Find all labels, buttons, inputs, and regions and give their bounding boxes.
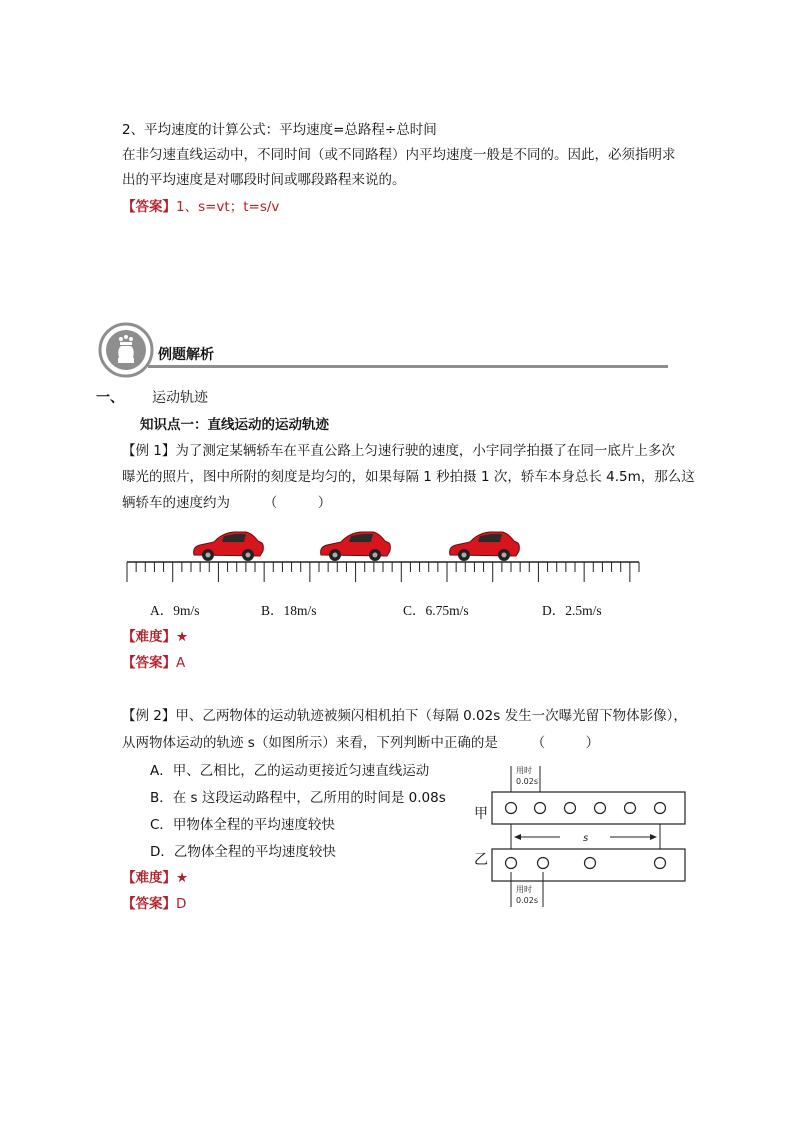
answer-text: 1、s=vt；t=s/v bbox=[176, 199, 280, 215]
example1-label: 【例 1】 bbox=[122, 443, 176, 459]
s-label: s bbox=[583, 833, 589, 844]
example1-answer bbox=[122, 653, 185, 673]
difficulty-tag: 【难度】 bbox=[122, 629, 176, 645]
strobe-diagram bbox=[470, 762, 694, 912]
banner-divider bbox=[148, 365, 668, 368]
example1-line3: 辆轿车的速度约为 （ ） bbox=[122, 495, 332, 511]
red-car-icon bbox=[194, 532, 264, 561]
example2-line1 bbox=[122, 706, 687, 726]
example1-option-b: B．18m/s bbox=[261, 603, 317, 618]
red-car-icon bbox=[450, 532, 520, 561]
difficulty-tag: 【难度】 bbox=[122, 870, 176, 886]
example2-line2: 从两物体运动的轨迹 s（如图所示）来看，下列判断中正确的是 （ ） bbox=[122, 735, 600, 751]
crown-knight-icon bbox=[98, 322, 158, 382]
example1-difficulty bbox=[122, 627, 188, 647]
red-car-icon bbox=[321, 532, 391, 561]
top-note-line1: 用时 bbox=[516, 766, 532, 775]
answer-text: D bbox=[176, 896, 187, 912]
top-note-line2: 0.02s bbox=[516, 777, 538, 786]
answer-tag: 【答案】 bbox=[122, 199, 176, 215]
example2-text1: 甲、乙两物体的运动轨迹被频闪相机拍下（每隔 0.02s 发生一次曝光留下物体影像）， bbox=[175, 708, 687, 724]
ruler-figure bbox=[122, 522, 647, 588]
example2-option-d: D．乙物体全程的平均速度较快 bbox=[150, 844, 336, 860]
formula-line: 2、平均速度的计算公式：平均速度=总路程÷总时间 bbox=[122, 122, 437, 138]
example2-difficulty bbox=[122, 868, 188, 888]
example2-answer bbox=[122, 894, 186, 914]
example1-option-c: C．6.75m/s bbox=[403, 603, 469, 618]
paragraph-line: 在非匀速直线运动中，不同时间（或不同路程）内平均速度一般是不同的。因此，必须指明求 bbox=[122, 147, 676, 163]
answer-line bbox=[122, 197, 279, 217]
example1-option-d: D．2.5m/s bbox=[542, 603, 602, 618]
jia-label: 甲 bbox=[474, 806, 488, 822]
example2-option-a: A．甲、乙相比，乙的运动更接近匀速直线运动 bbox=[150, 763, 430, 779]
difficulty-stars: ★ bbox=[176, 870, 189, 886]
example2-option-b: B．在 s 这段运动路程中，乙所用的时间是 0.08s bbox=[150, 790, 446, 806]
heading-number: 一、 bbox=[96, 390, 124, 406]
difficulty-stars: ★ bbox=[176, 629, 189, 645]
bottom-note-line1: 用时 bbox=[516, 885, 532, 894]
ruler-ticks bbox=[127, 562, 639, 582]
knowledge-point: 知识点一：直线运动的运动轨迹 bbox=[140, 417, 329, 433]
example1-line1 bbox=[122, 441, 675, 461]
example2-option-c: C．甲物体全程的平均速度较快 bbox=[150, 817, 335, 833]
example1-option-a: A．9m/s bbox=[150, 603, 200, 618]
example1-text1: 为了测定某辆轿车在平直公路上匀速行驶的速度，小宇同学拍摄了在同一底片上多次 bbox=[175, 443, 675, 459]
answer-text: A bbox=[176, 655, 186, 671]
example1-line2: 曝光的照片，图中所附的刻度是均匀的，如果每隔 1 秒拍摄 1 次，轿车本身总长 4.5m，那么这 bbox=[122, 469, 695, 485]
heading-title: 运动轨迹 bbox=[152, 390, 208, 406]
yi-label: 乙 bbox=[474, 852, 488, 868]
answer-tag: 【答案】 bbox=[122, 896, 176, 912]
banner-title: 例题解析 bbox=[158, 347, 214, 363]
bottom-note-line2: 0.02s bbox=[516, 896, 538, 905]
answer-tag: 【答案】 bbox=[122, 655, 176, 671]
paragraph-line: 出的平均速度是对哪段时间或哪段路程来说的。 bbox=[122, 172, 406, 188]
example2-label: 【例 2】 bbox=[122, 708, 176, 724]
